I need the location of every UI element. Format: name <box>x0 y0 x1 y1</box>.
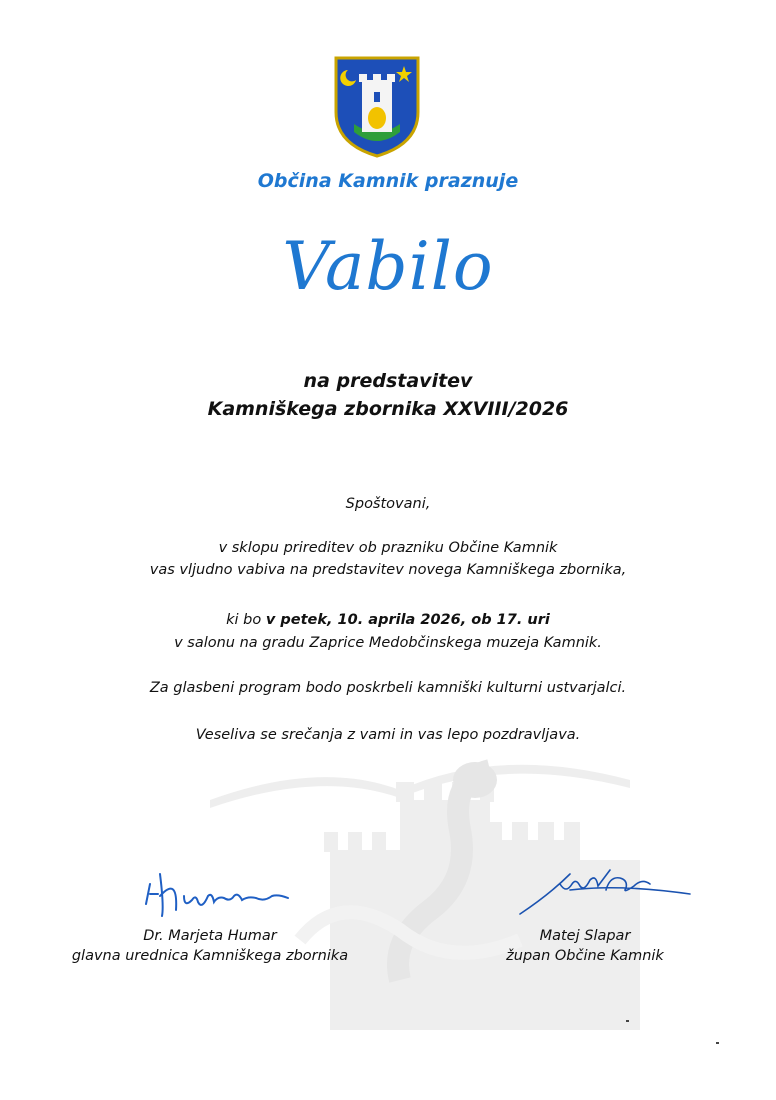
coat-of-arms-emblem <box>332 54 422 158</box>
paragraph-3: Za glasbeni program bodo poskrbeli kamniški kulturni ustvarjalci. <box>149 680 627 696</box>
scan-speck <box>716 1042 719 1044</box>
subtitle-line-2: Kamniškega zbornika XXVIII/2026 <box>207 398 569 420</box>
paragraph-2-line-2: v salonu na gradu Zaprice Medobčinskega muzeja Kamnik. <box>174 635 602 651</box>
left-handwritten-signature <box>138 866 308 922</box>
organizer-line: Občina Kamnik praznuje <box>257 170 519 192</box>
right-signatory-name: Matej Slapar <box>539 928 631 944</box>
paragraph-1-line-1: v sklopu prireditev ob prazniku Občine Kamnik <box>218 540 558 556</box>
scan-speck <box>626 1020 629 1022</box>
paragraph-4: Veseliva se srečanja z vami in vas lepo pozdravljava. <box>195 727 581 743</box>
paragraph-1-line-2: vas vljudno vabiva na predstavitev novega Kamniškega zbornika, <box>149 562 627 578</box>
right-handwritten-signature <box>510 864 700 924</box>
paragraph-2-line-1 <box>0 612 776 628</box>
left-signatory-role: glavna urednica Kamniškega zbornika <box>71 948 349 964</box>
event-intro: ki bo <box>226 612 266 628</box>
greeting: Spoštovani, <box>345 496 431 512</box>
subtitle-line-1: na predstavitev <box>303 370 473 392</box>
right-signatory-role: župan Občine Kamnik <box>506 948 664 964</box>
event-date-time: v petek, 10. aprila 2026, ob 17. uri <box>265 612 550 628</box>
left-signatory-name: Dr. Marjeta Humar <box>143 928 277 944</box>
invitation-title: Vabilo <box>282 228 494 305</box>
